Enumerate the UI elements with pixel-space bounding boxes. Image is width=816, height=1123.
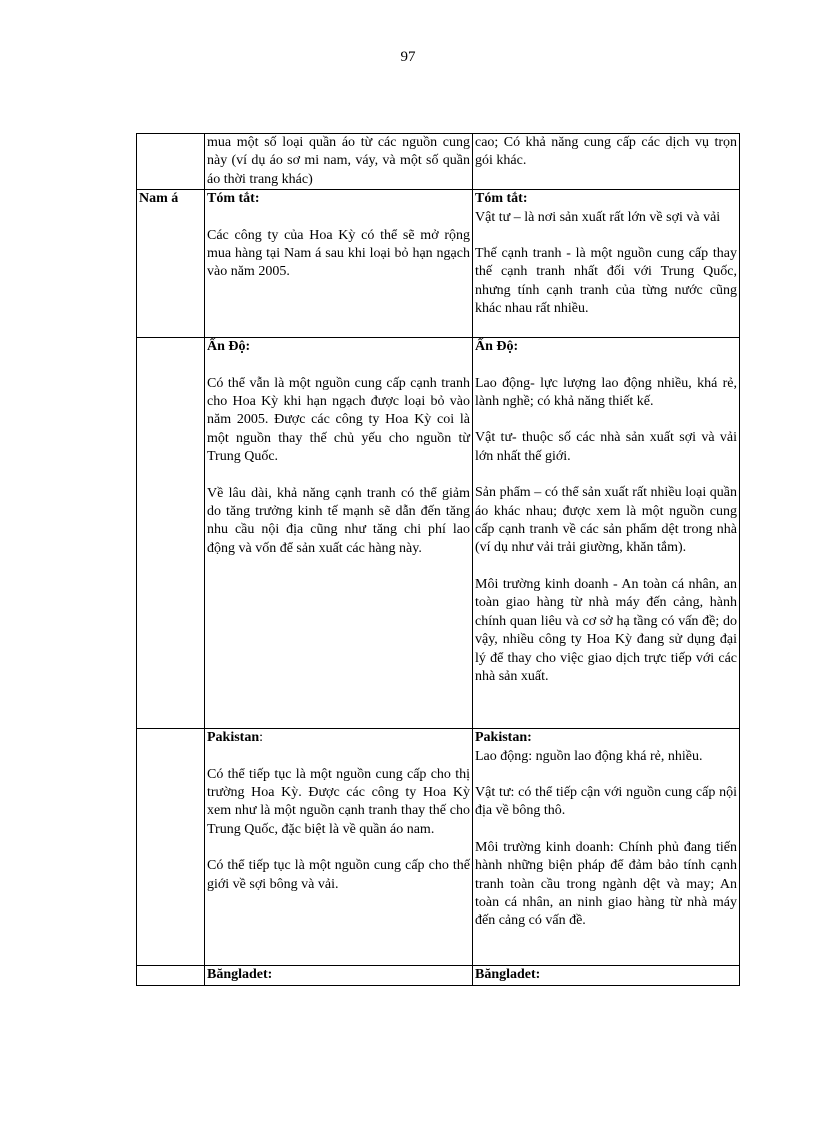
- spacer: [475, 466, 737, 484]
- table-row: [137, 338, 740, 729]
- cell-paragraph: mua một số loại quần áo từ các nguồn cung này (ví dụ áo sơ mi nam, váy, và một số quần áo thời trang khác): [207, 135, 470, 187]
- cell-heading-suffix: :: [259, 730, 264, 746]
- comparison-table: [136, 133, 740, 986]
- region-cell: [137, 134, 205, 190]
- cell-heading: Ấn Độ:: [475, 339, 519, 355]
- spacer: [207, 357, 470, 375]
- cell-heading: Băngladet:: [207, 967, 273, 983]
- region-cell: [137, 190, 205, 338]
- factors-cell: [473, 190, 740, 338]
- cell-paragraph: Có thể tiếp tục là một nguồn cung cấp cho thế giới về sợi bông và vải.: [207, 858, 470, 892]
- factors-cell: [473, 729, 740, 966]
- spacer: [475, 357, 737, 375]
- spacer: [475, 411, 737, 429]
- cell-heading: Băngladet:: [475, 967, 541, 983]
- assessment-cell: [205, 966, 473, 986]
- cell-paragraph: Các công ty của Hoa Kỳ có thể sẽ mở rộng mua hàng tại Nam á sau khi loại bỏ hạn ngạch vào năm 2005.: [207, 227, 470, 280]
- cell-paragraph: Sản phẩm – có thể sản xuất rất nhiều loại quần áo khác nhau; được xem là một nguồn cung cấp cạnh tranh về các sản phẩm dệt trong nhà (ví dụ như vải trải giường, khăn tắm).: [475, 485, 737, 556]
- table-row: [137, 190, 740, 338]
- cell-paragraph: Lao động- lực lượng lao động nhiều, khá rẻ, lành nghề; có khả năng thiết kế.: [475, 375, 737, 410]
- cell-heading: Tóm tắt:: [475, 191, 528, 207]
- table-row: [137, 134, 740, 190]
- region-cell: [137, 338, 205, 729]
- cell-paragraph: Có thể tiếp tục là một nguồn cung cấp cho thị trường Hoa Kỳ. Được các công ty Hoa Kỳ xem như là một nguồn cạnh tranh thay thế cho Trung Quốc, đặc biệt là về quần áo nam.: [207, 766, 470, 837]
- spacer: [207, 839, 470, 857]
- table-row: [137, 729, 740, 966]
- cell-heading: Tóm tắt:: [207, 191, 260, 207]
- assessment-cell: [205, 729, 473, 966]
- cell-paragraph: Thế cạnh tranh - là một nguồn cung cấp thay thế cạnh tranh nhất đối với Trung Quốc, nhưng tính cạnh tranh của từng nước cũng khác nhau rất nhiều.: [475, 246, 737, 317]
- cell-heading-text: Pakistan: [207, 730, 260, 746]
- assessment-cell: [205, 190, 473, 338]
- assessment-cell: [205, 134, 473, 190]
- region-cell: [137, 729, 205, 966]
- spacer: [475, 227, 737, 245]
- region-label: Nam á: [139, 191, 179, 207]
- spacer: [475, 821, 737, 839]
- spacer: [475, 766, 737, 784]
- factors-cell: [473, 338, 740, 729]
- cell-paragraph: Môi trường kinh doanh - An toàn cá nhân, an toàn giao hàng từ nhà máy đến cảng, hành chính quan liêu và cơ sở hạ tầng có vấn đề; do vậy, nhiều công ty Hoa Kỳ đang sử dụng đại lý để thay cho việc giao dịch trực tiếp với các nhà sản xuất.: [475, 576, 737, 684]
- page-number: 97: [400, 49, 416, 65]
- spacer: [207, 748, 470, 766]
- cell-heading: [207, 729, 470, 747]
- cell-paragraph: cao; Có khả năng cung cấp các dịch vụ trọn gói khác.: [475, 135, 737, 169]
- spacer: [207, 209, 470, 227]
- cell-heading: Ấn Độ:: [207, 339, 251, 355]
- spacer: [475, 558, 737, 576]
- assessment-cell: [205, 338, 473, 729]
- cell-paragraph: Môi trường kinh doanh: Chính phủ đang tiến hành những biện pháp để đảm bảo tính cạnh tranh toàn cầu trong ngành dệt và may; An toàn cá nhân, an ninh giao hàng từ nhà máy đến cảng có vấn đề.: [475, 839, 737, 929]
- cell-paragraph: Về lâu dài, khả năng cạnh tranh có thể giảm do tăng trưởng kinh tế mạnh sẽ dẫn đến tăng nhu cầu nội địa cũng như tăng chi phí lao động và vốn để sản xuất các hàng này.: [207, 485, 470, 556]
- cell-paragraph: Vật tư: có thể tiếp cận với nguồn cung cấp nội địa về bông thô.: [475, 785, 737, 819]
- cell-paragraph: Có thể vẫn là một nguồn cung cấp cạnh tranh cho Hoa Kỳ khi hạn ngạch được loại bỏ vào năm 2005. Được các công ty Hoa Kỳ coi là một nguồn thay thế chủ yếu cho nguồn từ Trung Quốc.: [207, 375, 470, 465]
- cell-paragraph: Lao động: nguồn lao động khá rẻ, nhiều.: [475, 748, 703, 764]
- table-row: [137, 966, 740, 986]
- cell-paragraph: Vật tư – là nơi sản xuất rất lớn về sợi và vải: [475, 209, 721, 225]
- factors-cell: [473, 966, 740, 986]
- factors-cell: [473, 134, 740, 190]
- cell-paragraph: Vật tư- thuộc số các nhà sản xuất sợi và vải lớn nhất thế giới.: [475, 430, 737, 464]
- region-cell: [137, 966, 205, 986]
- cell-heading: Pakistan:: [475, 730, 532, 746]
- spacer: [207, 467, 470, 485]
